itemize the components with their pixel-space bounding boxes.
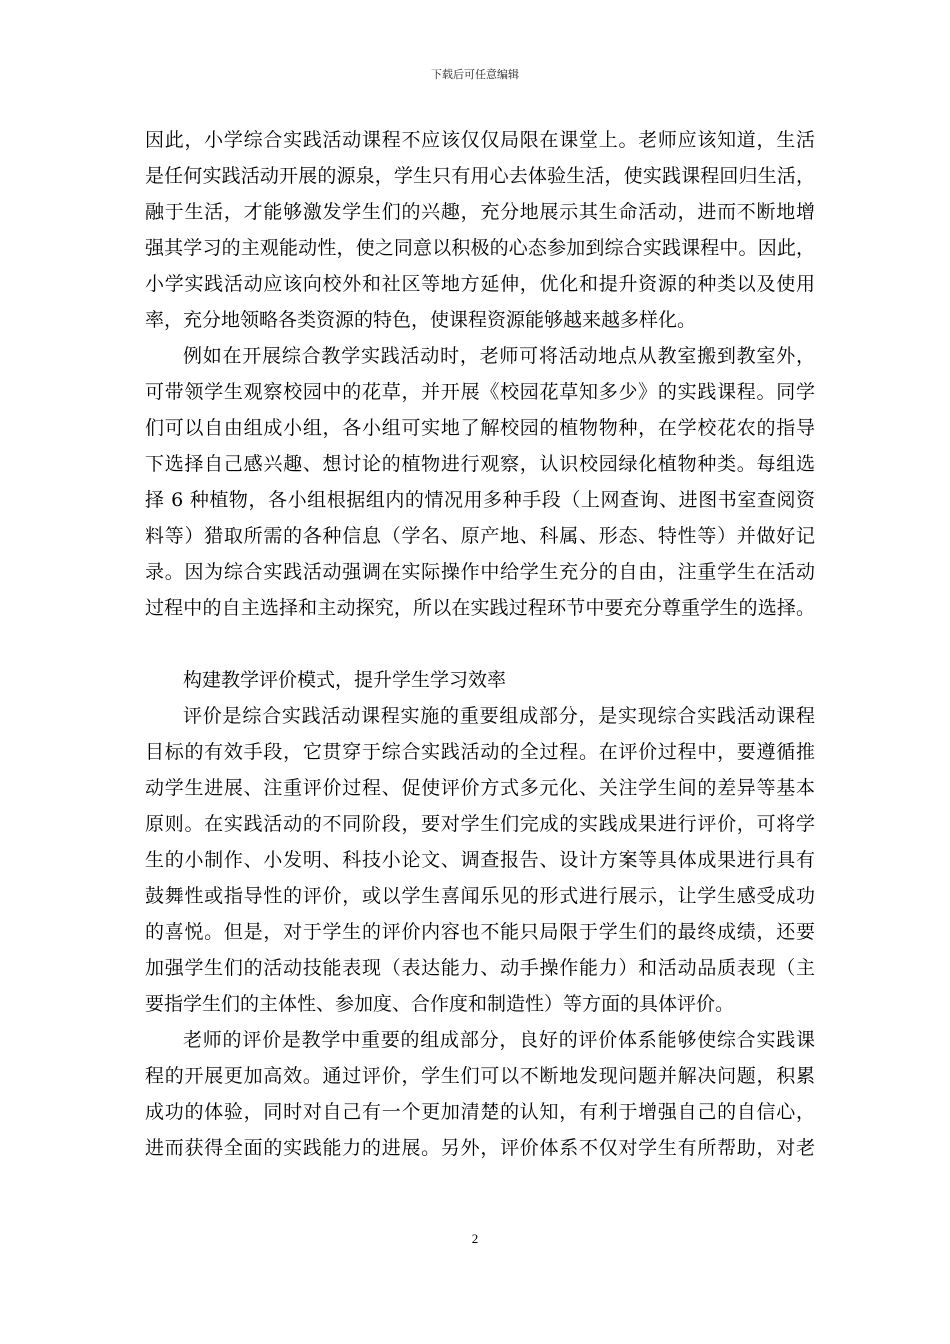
text-line: 鼓舞性或指导性的评价，或以学生喜闻乐见的形式进行展示，让学生感受成功: [145, 885, 815, 907]
text-line: 强其学习的主观能动性，使之同意以积极的心态参加到综合实践课程中。因此，: [145, 237, 815, 259]
text-line: 融于生活，才能够激发学生们的兴趣，充分地展示其生命活动，进而不断地增: [145, 201, 815, 223]
text-line: 可带领学生观察校园中的花草，并开展《校园花草知多少》的实践课程。同学: [145, 381, 815, 403]
text-line: 进而获得全面的实践能力的进展。另外，评价体系不仅对学生有所帮助，对老: [145, 1137, 815, 1159]
paragraph-1: [145, 122, 815, 338]
text-line: 目标的有效手段，它贯穿于综合实践活动的全过程。在评价过程中，要遵循推: [145, 741, 815, 763]
text-line: 成功的体验，同时对自己有一个更加清楚的认知，有利于增强自己的自信心，: [145, 1101, 815, 1123]
text-line: 下选择自己感兴趣、想讨论的植物进行观察，认识校园绿化植物种类。每组选: [145, 453, 815, 475]
page-number: 2: [471, 1231, 479, 1246]
text-line: 加强学生们的活动技能表现（表达能力、动手操作能力）和活动品质表现（主: [145, 957, 815, 979]
text-line: 小学实践活动应该向校外和社区等地方延伸，优化和提升资源的种类以及使用: [145, 273, 815, 295]
paragraph-4: [145, 1022, 815, 1166]
text-line: 过程中的自主选择和主动探究，所以在实践过程环节中要充分尊重学生的选择。: [145, 597, 815, 619]
text-line: 料等）猎取所需的各种信息（学名、原产地、科属、形态、特性等）并做好记: [145, 525, 815, 547]
text-line: 录。因为综合实践活动强调在实际操作中给学生充分的自由，注重学生在活动: [145, 561, 815, 583]
document-body: [145, 122, 815, 1166]
text-line: 生的小制作、小发明、科技小论文、调查报告、设计方案等具体成果进行具有: [145, 849, 815, 871]
text-line: 例如在开展综合教学实践活动时，老师可将活动地点从教室搬到教室外，: [183, 345, 815, 367]
paragraph-2: [145, 338, 815, 626]
page-header: 下载后可任意编辑: [431, 68, 519, 81]
text-line: 因此，小学综合实践活动课程不应该仅仅局限在课堂上。老师应该知道，生活: [145, 129, 815, 151]
text-line: 率，充分地领略各类资源的特色，使课程资源能够越来越多样化。: [145, 309, 697, 331]
text-line: 择 6 种植物，各小组根据组内的情况用多种手段（上网查询、进图书室查阅资: [145, 489, 815, 511]
text-line: 要指学生们的主体性、参加度、合作度和制造性）等方面的具体评价。: [145, 993, 735, 1015]
text-line: 们可以自由组成小组，各小组可实地了解校园的植物物种，在学校花农的指导: [145, 417, 815, 439]
text-line: 原则。在实践活动的不同阶段，要对学生们完成的实践成果进行评价，可将学: [145, 813, 815, 835]
blank-line: [145, 626, 815, 662]
text-line: 程的开展更加高效。通过评价，学生们可以不断地发现问题并解决问题，积累: [145, 1065, 815, 1087]
section-heading: 构建教学评价模式，提升学生学习效率: [183, 669, 507, 691]
text-line: 评价是综合实践活动课程实施的重要组成部分，是实现综合实践活动课程: [183, 705, 815, 727]
text-line: 动学生进展、注重评价过程、促使评价方式多元化、关注学生间的差异等基本: [145, 777, 815, 799]
paragraph-3: [145, 698, 815, 1022]
text-line: 老师的评价是教学中重要的组成部分，良好的评价体系能够使综合实践课: [183, 1029, 815, 1051]
text-line: 是任何实践活动开展的源泉，学生只有用心去体验生活，使实践课程回归生活，: [145, 165, 815, 187]
text-line: 的喜悦。但是，对于学生的评价内容也不能只局限于学生们的最终成绩，还要: [145, 921, 815, 943]
